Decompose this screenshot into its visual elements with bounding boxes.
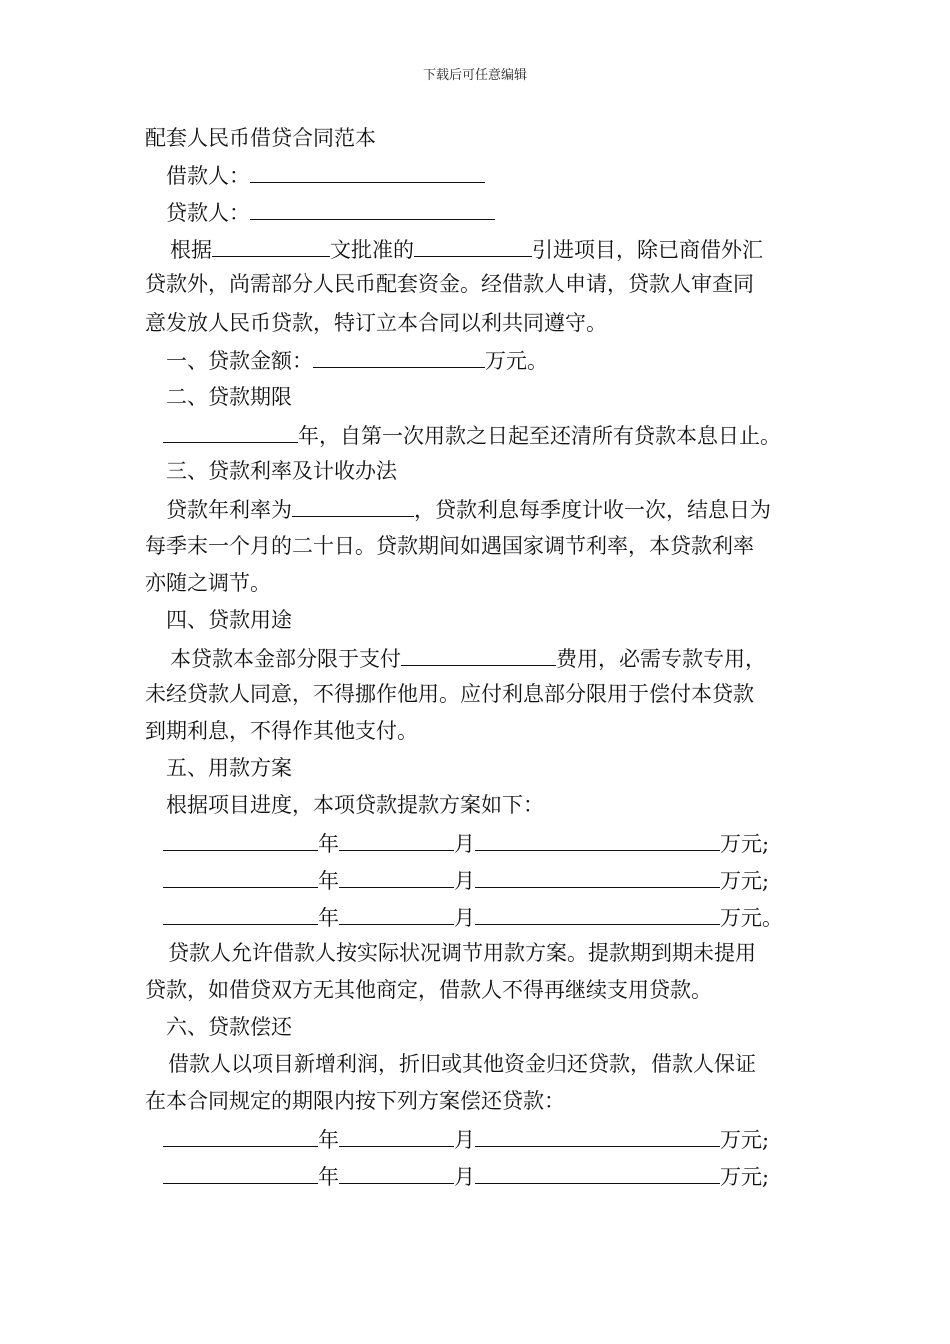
intro-line-2: 贷款外，尚需部分人民币配套资金。经借款人申请，贷款人审查同 bbox=[145, 272, 754, 296]
month-blank[interactable] bbox=[339, 828, 454, 851]
section-5-intro: 根据项目进度，本项贷款提款方案如下： bbox=[166, 793, 544, 817]
month-label: 月 bbox=[454, 832, 475, 856]
section-5-title: 五、用款方案 bbox=[166, 756, 292, 780]
borrower-line bbox=[166, 160, 485, 190]
year-blank[interactable] bbox=[163, 828, 318, 851]
month-label: 月 bbox=[454, 1128, 475, 1152]
repayment-row bbox=[163, 1124, 769, 1154]
section-2-text bbox=[163, 420, 781, 450]
section-4-title: 四、贷款用途 bbox=[166, 608, 292, 632]
section-5-para-line-1: 贷款人允许借款人按实际状况调节用款方案。提款期到期未提用 bbox=[168, 941, 756, 965]
rate-text: 贷款年利率为 bbox=[166, 498, 292, 522]
section-5-para-line-2: 贷款，如借贷双方无其他商定，借款人不得再继续支用贷款。 bbox=[145, 978, 712, 1002]
rate-text: ，贷款利息每季度计收一次，结息日为 bbox=[414, 498, 771, 522]
amount-blank[interactable] bbox=[475, 1161, 720, 1184]
year-blank[interactable] bbox=[163, 1124, 318, 1147]
year-blank[interactable] bbox=[163, 1161, 318, 1184]
month-blank[interactable] bbox=[339, 865, 454, 888]
section-3-line-3: 亦随之调节。 bbox=[145, 571, 271, 595]
section-3-line-1 bbox=[166, 494, 771, 524]
section-3-line-2: 每季末一个月的二十日。贷款期间如遇国家调节利率，本贷款利率 bbox=[145, 534, 754, 558]
borrower-label: 借款人： bbox=[166, 164, 250, 188]
lender-line bbox=[166, 197, 495, 227]
interest-rate-blank[interactable] bbox=[292, 494, 414, 517]
term-text: 年，自第一次用款之日起至还清所有贷款本息日止。 bbox=[298, 424, 781, 448]
amount-blank[interactable] bbox=[475, 902, 720, 925]
intro-text: 文批准的 bbox=[330, 238, 414, 262]
month-blank[interactable] bbox=[339, 1161, 454, 1184]
year-label: 年 bbox=[318, 1128, 339, 1152]
section-4-line-2: 未经贷款人同意，不得挪作他用。应付利息部分限用于偿付本贷款 bbox=[145, 682, 754, 706]
lender-label: 贷款人： bbox=[166, 201, 250, 225]
repayment-row bbox=[163, 1161, 769, 1191]
amount-blank[interactable] bbox=[475, 865, 720, 888]
intro-line-1 bbox=[170, 234, 763, 264]
intro-text: 引进项目，除已商借外汇 bbox=[532, 238, 763, 262]
amount-blank[interactable] bbox=[475, 828, 720, 851]
document-title: 配套人民币借贷合同范本 bbox=[145, 126, 376, 150]
approval-doc-blank[interactable] bbox=[212, 234, 330, 257]
year-blank[interactable] bbox=[163, 902, 318, 925]
amount-blank[interactable] bbox=[475, 1124, 720, 1147]
unit-text: 万元; bbox=[720, 832, 770, 856]
section-1-label: 一、贷款金额： bbox=[166, 349, 313, 373]
section-4-line-3: 到期利息，不得作其他支付。 bbox=[145, 719, 418, 743]
month-label: 月 bbox=[454, 906, 475, 930]
section-2-title: 二、贷款期限 bbox=[166, 385, 292, 409]
unit-text: 万元。 bbox=[485, 349, 548, 373]
month-label: 月 bbox=[454, 1165, 475, 1189]
year-blank[interactable] bbox=[163, 865, 318, 888]
unit-text: 万元; bbox=[720, 869, 770, 893]
usage-text: 费用，必需专款专用， bbox=[556, 647, 766, 671]
unit-text: 万元; bbox=[720, 1165, 770, 1189]
borrower-blank[interactable] bbox=[250, 160, 485, 183]
section-3-title: 三、贷款利率及计收办法 bbox=[166, 459, 397, 483]
unit-text: 万元; bbox=[720, 1128, 770, 1152]
section-4-line-1 bbox=[170, 643, 766, 673]
section-6-line-2: 在本合同规定的期限内按下列方案偿还贷款： bbox=[145, 1089, 565, 1113]
usage-text: 本贷款本金部分限于支付 bbox=[170, 647, 401, 671]
intro-line-3: 意发放人民币贷款，特订立本合同以利共同遵守。 bbox=[145, 311, 607, 335]
month-blank[interactable] bbox=[339, 902, 454, 925]
page-header: 下载后可任意编辑 bbox=[422, 68, 527, 83]
project-blank[interactable] bbox=[414, 234, 532, 257]
year-label: 年 bbox=[318, 832, 339, 856]
drawdown-row bbox=[163, 865, 769, 895]
drawdown-row bbox=[163, 902, 783, 932]
lender-blank[interactable] bbox=[250, 197, 495, 220]
section-1-amount bbox=[166, 345, 548, 375]
section-6-title: 六、贷款偿还 bbox=[166, 1015, 292, 1039]
intro-text: 根据 bbox=[170, 238, 212, 262]
year-label: 年 bbox=[318, 906, 339, 930]
year-label: 年 bbox=[318, 1165, 339, 1189]
section-6-line-1: 借款人以项目新增利润，折旧或其他资金归还贷款，借款人保证 bbox=[168, 1052, 756, 1076]
year-label: 年 bbox=[318, 869, 339, 893]
drawdown-row bbox=[163, 828, 769, 858]
expense-blank[interactable] bbox=[401, 643, 556, 666]
month-blank[interactable] bbox=[339, 1124, 454, 1147]
unit-text: 万元。 bbox=[720, 906, 783, 930]
amount-blank[interactable] bbox=[313, 345, 485, 368]
term-years-blank[interactable] bbox=[163, 420, 298, 443]
month-label: 月 bbox=[454, 869, 475, 893]
